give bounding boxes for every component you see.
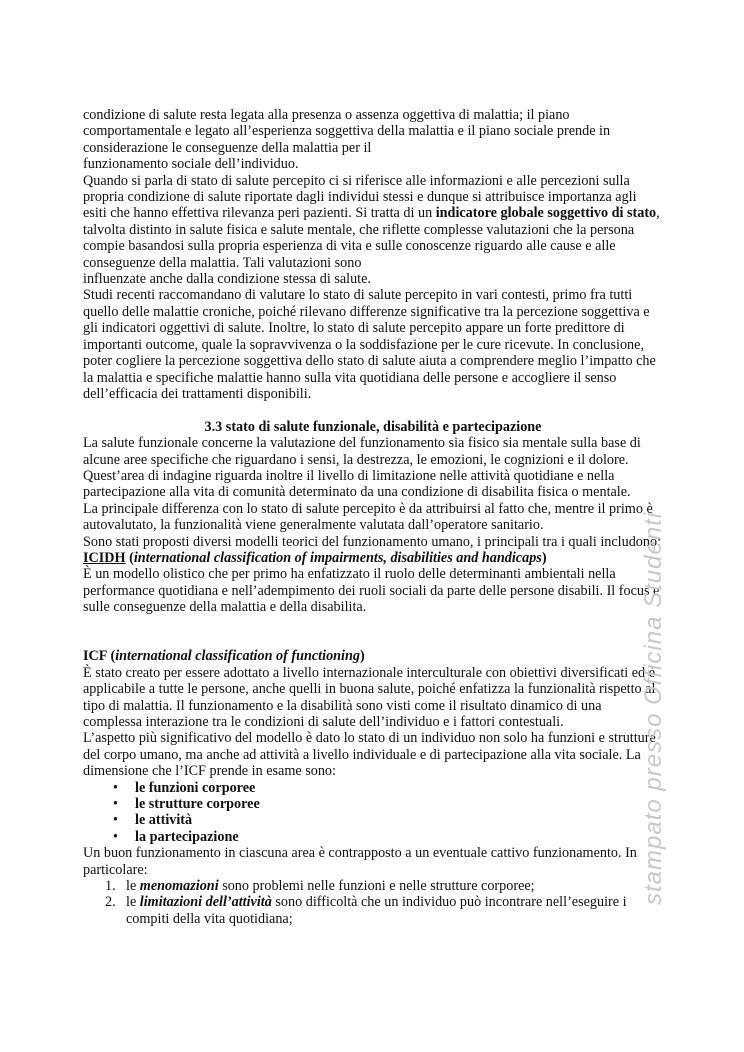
bullet-icon: •: [113, 812, 118, 829]
paren: ): [541, 549, 547, 566]
list-item: [83, 829, 663, 845]
bullet-icon: •: [113, 779, 118, 796]
icidh-full-name: international classification of impairments, disabilities and handicaps: [133, 549, 542, 566]
list-item-text: la partecipazione: [135, 828, 239, 845]
bold-term: indicatore globale soggettivo di stato: [435, 205, 657, 222]
text-line: considerazione le conseguenze della malattia per il: [83, 139, 372, 156]
icf-title: [83, 648, 663, 664]
list-item: [83, 812, 663, 828]
text-run: Quando si parla di stato di salute percepito ci si riferisce alle informazioni e alle percezioni sulla propria condizione di salute riportate dagli individui stessi e dunque si attribuisce importanza agli esiti che hanno effettiva rilevanza peri pazienti. Si tratta di un: [83, 172, 637, 222]
paren: ): [359, 648, 365, 665]
icf-full-name: international classification of functioning: [115, 648, 360, 665]
paren: (: [125, 549, 134, 566]
paragraph-models-intro: Sono stati proposti diversi modelli teorici del funzionamento umano, i principali tra i quali includono:: [83, 533, 662, 550]
paragraph-main-difference: La principale differenza con lo stato di salute percepito è da attribuirsi al fatto che, mentre il primo è autovalutato, la funzionalità viene generalmente valutata dall’operatore sanitario.: [83, 500, 653, 534]
paragraph-icf-aspect: L’aspetto più significativo del modello è dato lo stato di un individuo non solo ha funzioni e strutture del corpo umano, ma anche ad attività a livello individuale e di partecipazione alla vita sociale. La dimensione che l’ICF prende in esame sono:: [83, 730, 656, 780]
text-run: sono difficoltà che un individuo può incontrare nell’eseguire i compiti della vita quotidiana;: [126, 894, 627, 927]
icidh-title: [83, 550, 663, 566]
icf-dimensions-list: [83, 780, 663, 846]
paragraph-icf-created: È stato creato per essere adottato a livello internazionale interculturale con obiettivi diversificati ed è applicabile a tutte le persone, anche quelli in buona salute, poiché enfatizza la funzionalità rispetto al tipo di malattia. Il funzionamento e la disabilità sono visti come il risultato dinamico di una complessa interazione tra le condizioni di salute dell’individuo e i fattori contestuali.: [83, 664, 656, 730]
text-run: , talvolta distinto in salute fisica e salute mentale, che riflette complesse valutazioni che la persona compie basandosi sulla propria esperienza di vita e sulle conoscenze riguardo alle cause e alle conseguenze della malattia. Tali valutazioni sono: [83, 205, 660, 271]
term: limitazioni dell’attività: [139, 894, 272, 911]
list-item: [83, 796, 663, 812]
paragraph-icidh: È un modello olistico che per primo ha enfatizzato il ruolo delle determinanti ambientali nella performance quotidiana e nell’adempimento dei ruoli sociali da parte delle persone disabili. Il focus e sulle conseguenze della malattia e della disabilita.: [83, 566, 660, 616]
paragraph-good-functioning: Un buon funzionamento in ciascuna area è contrapposto a un eventuale cattivo funzionamento. In particolare:: [83, 845, 637, 878]
paragraph-intro: [83, 107, 663, 173]
blank-line: [83, 632, 663, 648]
list-item: [83, 894, 663, 927]
text-run: le: [126, 894, 140, 911]
list-number: 1.: [105, 878, 116, 895]
list-item: [83, 780, 663, 796]
blank-line: [83, 616, 663, 632]
paren: (: [106, 648, 116, 665]
paragraph-recent-studies: Studi recenti raccomandano di valutare lo stato di salute percepito in vari contesti, primo fra tutti quello delle malattie croniche, poiché rilevano differenze significative tra la percezione soggettiva e gli indicatori oggettivi di salute. Inoltre, lo stato di salute percepito appare un forte predittore di importanti outcome, quale la sopravvivenza o la soddisfazione per le cure ricevute. In conclusione, poter cogliere la percezione soggettiva dello stato di salute aiuta a comprendere meglio l’impatto che la malattia e specifiche malattie hanno sulla vita quotidiana delle persone e accogliere il senso dell’efficacia dei trattamenti disponibili.: [83, 287, 656, 402]
text-run: le: [126, 878, 140, 895]
blank-line: [83, 402, 663, 418]
text-line: funzionamento sociale dell’individuo.: [83, 156, 299, 173]
watermark: stampato presso Officina Studenti: [640, 511, 667, 905]
list-item: [83, 878, 663, 894]
text-line: condizione di salute resta legata alla presenza o assenza oggettiva di malattia; il piano: [83, 107, 570, 123]
bullet-icon: •: [113, 796, 118, 813]
icidh-acronym: ICIDH: [83, 549, 126, 566]
icf-acronym: ICF: [83, 648, 107, 665]
numbered-list: [83, 878, 663, 927]
bullet-icon: •: [113, 828, 118, 845]
list-number: 2.: [105, 894, 116, 911]
list-item-text: le strutture corporee: [135, 796, 260, 813]
text-run: sono problemi nelle funzioni e nelle strutture corporee;: [218, 878, 535, 895]
list-item-text: le attività: [135, 812, 193, 829]
text-line: comportamentale e legato all’esperienza soggettiva della malattia e il piano sociale prende in: [83, 123, 611, 140]
document-page: [83, 107, 663, 927]
paragraph-perceived-health: [83, 173, 663, 271]
text-line: influenzate anche dalla condizione stessa di salute.: [83, 271, 371, 288]
paragraph-functional-health: La salute funzionale concerne la valutazione del funzionamento sia fisico sia mentale sulla base di alcune aree specifiche che riguardano i sensi, la destrezza, le emozioni, le cognizioni e il dolore. Quest’area di indagine riguarda inoltre il livello di limitazione nelle attività quotidiane e nella partecipazione alla vita di comunità determinato da una condizione di disabilita fisica o mentale.: [83, 435, 641, 501]
section-heading: 3.3 stato di salute funzionale, disabilità e partecipazione: [204, 418, 542, 435]
list-item-text: le funzioni corporee: [135, 779, 256, 796]
term: menomazioni: [139, 878, 219, 895]
